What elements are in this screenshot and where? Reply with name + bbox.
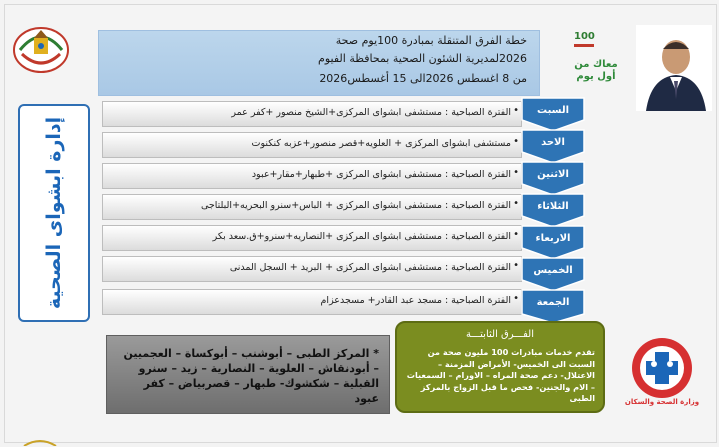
row-text: الفترة الصباحية : مسجد عبد القادر+ مسجدعزام — [320, 295, 511, 306]
day-label: الجمعة — [536, 297, 570, 308]
schedule-row — [102, 289, 522, 315]
covered-areas-text: * المركز الطبى – أبوشنب – أبوكساة – العجميين – أبودنقاش – العلوية – النصارية – زيد – سنرو القبلية – شكشوك- طبهار – قصربياض – كفر عبود — [123, 347, 379, 405]
footer-emblem-icon — [20, 436, 60, 446]
day-chevron-monday — [518, 160, 588, 196]
ministry-name: وزارة الصحة والسكان — [624, 398, 700, 406]
day-chevron-saturday — [518, 96, 588, 132]
bullet-icon: • — [513, 260, 519, 271]
fixed-teams-box — [395, 321, 605, 413]
row-text: مستشفى ابشواى المركزى + العلويه+قصر منصور+عزبه كنكنوت — [251, 138, 511, 149]
schedule-row — [102, 194, 522, 220]
schedule-row — [102, 225, 522, 251]
day-label: الثلاثاء — [537, 201, 569, 212]
schedule-row — [102, 163, 522, 189]
row-text: الفترة الصباحية : مستشفى ابشواى المركزى+الشيخ منصور +كفر عمر — [231, 107, 511, 118]
bullet-icon: • — [513, 293, 519, 304]
district-label: إدارة ابشواى الصحية — [43, 116, 65, 310]
bullet-icon: • — [513, 136, 519, 147]
header-dates: من 8 اغسطس 2026الى 15 أغسطس2026 — [319, 72, 527, 85]
schedule-row — [102, 256, 522, 282]
bullet-icon: • — [513, 167, 519, 178]
row-text: الفترة الصباحية : مستشفى ابشواى المركزى + البريد + السجل المدنى — [229, 262, 511, 273]
campaign-mark — [574, 44, 594, 47]
row-text: الفترة الصباحية : مستشفى ابشواى المركزى +النصاريه+سنرو+ق.سعد بكر — [212, 231, 511, 242]
fixed-teams-title: الفـــرق الثابتـــة — [466, 329, 534, 340]
day-label: الخميس — [533, 265, 573, 276]
day-label: الاربعاء — [535, 233, 571, 244]
bullet-icon: • — [513, 229, 519, 240]
day-label: الاثنين — [537, 169, 569, 180]
day-chevron-wednesday — [518, 224, 588, 260]
directorate-emblem-icon — [8, 20, 74, 76]
plan-header — [98, 30, 540, 96]
campaign-number: 100 — [574, 31, 595, 42]
side-label-box — [18, 104, 90, 322]
schedule-row — [102, 132, 522, 158]
bullet-icon: • — [513, 198, 519, 209]
day-chevron-tuesday — [518, 192, 588, 228]
fixed-teams-body: تقدم خدمات مبادرات 100 مليون صحة من السبت الى الخميس- الأمراض المزمنة – الاعتلال- دعم صحة المراه – الاورام – السمعيات – الام والجنين- فحص ما قبل الزواج بالمركز الطبى — [406, 347, 595, 403]
ministry-logo — [622, 332, 702, 412]
day-chevron-thursday — [518, 256, 588, 292]
campaign-slogan: معاك من أول يوم — [574, 59, 618, 82]
day-label: الاحد — [541, 137, 565, 148]
schedule-row — [102, 101, 522, 127]
day-chevron-friday — [518, 288, 588, 324]
day-label: السبت — [536, 105, 570, 116]
row-text: الفترة الصباحية : مستشفى ابشواى المركزى + الباس+سنرو البحريه+البلتاجى — [200, 200, 511, 211]
covered-areas-box — [106, 335, 390, 414]
day-chevron-sunday — [518, 128, 588, 164]
row-text: الفترة الصباحية : مستشفى ابشواى المركزى +طبهار+مقار+عبود — [251, 169, 511, 180]
bullet-icon: • — [513, 105, 519, 116]
header-subtitle: 2026لمديرية الشئون الصحية بمحافظة الفيوم — [318, 52, 527, 65]
header-title: خطة الفرق المتنقلة بمبادرة 100يوم صحة — [335, 34, 527, 47]
